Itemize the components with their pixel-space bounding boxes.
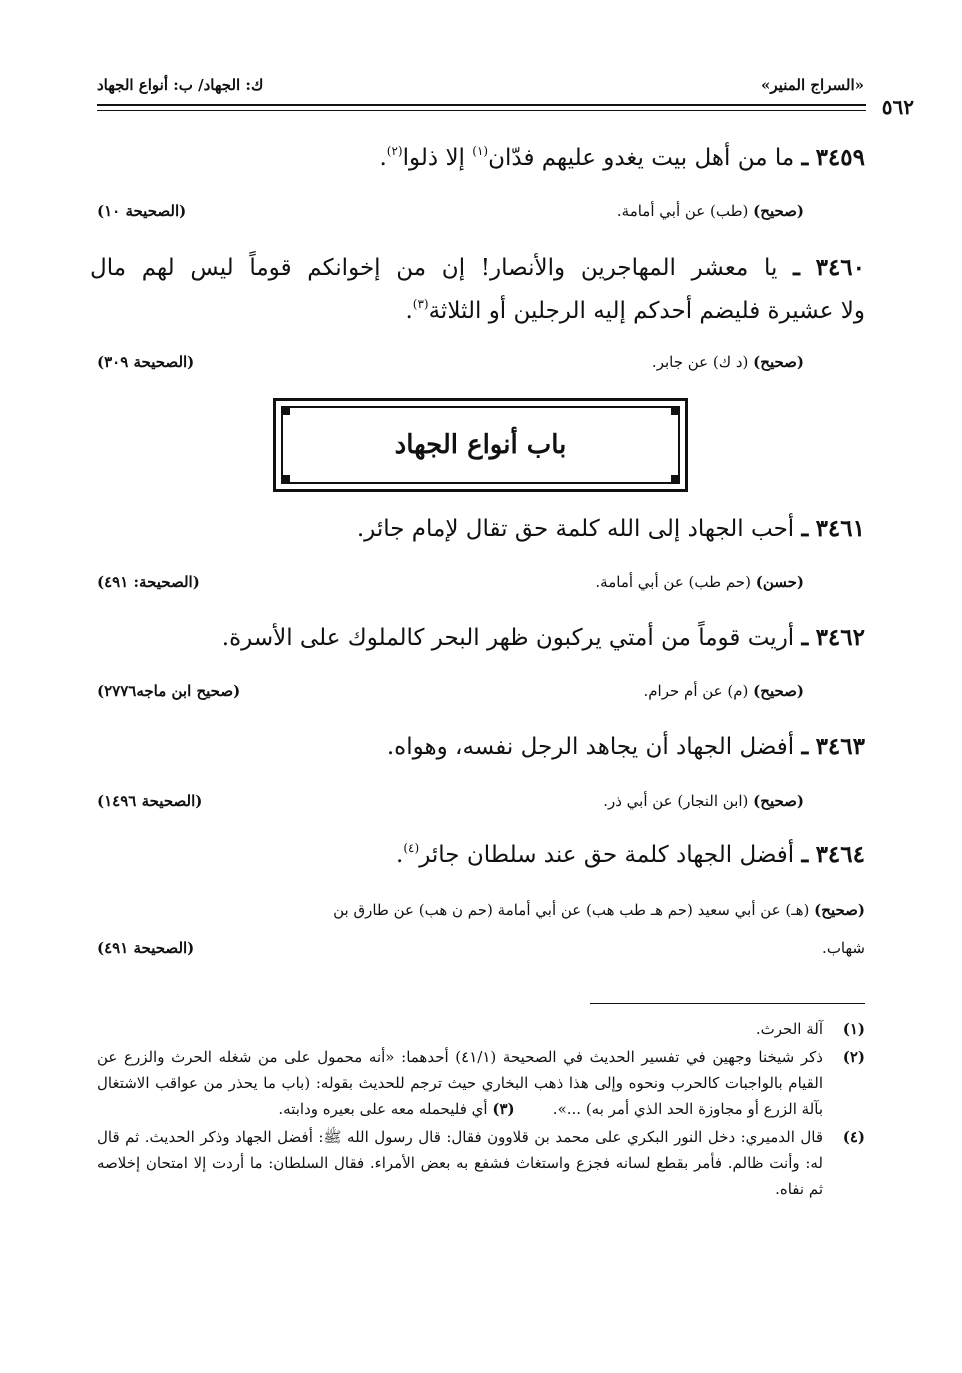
footnote-number: (٤) (842, 1128, 865, 1146)
footnotes (97, 1016, 865, 1202)
footnote-body: أي فليحمله معه على بعيره ودابته. (278, 1100, 488, 1118)
hadith-3461 (90, 507, 865, 551)
hadith-text: ولا عشيرة فليضم أحدكم إليه الرجلين أو الثلاثة (428, 298, 865, 324)
hadith-text: يا معشر المهاجرين والأنصار! إن من إخوانكم قوماً ليس لهم مال (90, 255, 778, 281)
source-text: (حم طب) عن أبي أمامة. (595, 573, 756, 591)
footnote-number: (١) (842, 1020, 865, 1038)
source-line (97, 891, 865, 929)
hadith-text: . (405, 298, 413, 324)
hadith-source (644, 682, 805, 700)
footnote-body: ذكر شيخنا وجهين في تفسير الحديث في الصحيحة (٤١/١) أحدهما: «أنه محمول على من شغله الحرث والزرع عن القيام بالواجبات كالحرب ونحوه وإلى هذا ذهب البخاري حيث ترجم للحديث بقوله: (باب ما يحذر من عواقب الاشتغال بآلة الزرع أو مجاوزة الحد الذي أمر به) ...». (97, 1048, 823, 1118)
footnote (97, 1044, 865, 1122)
hadith-dash: ـ (793, 254, 800, 281)
footnote-text: آلة الحرث. (755, 1020, 823, 1038)
chapter-title-inner-frame (281, 406, 680, 484)
hadith-text: . (396, 842, 404, 868)
footnote-separator (590, 1003, 865, 1004)
grade-label: (صحيح) (753, 202, 804, 220)
frame-corner-ornament (671, 406, 680, 415)
footnote (97, 1124, 865, 1202)
hadith-source (652, 353, 804, 371)
sahiha-reference: (الصحيحة ١٤٩٦) (97, 792, 203, 810)
footnote-number: (٣) (492, 1100, 515, 1118)
source-text: (م) عن أم حرام. (643, 682, 754, 700)
source-text: (ابن النجار) عن أبي ذر. (603, 792, 754, 810)
hadith-3459 (90, 136, 865, 180)
sahiha-reference: (الصحيحة ٣٠٩) (97, 353, 195, 371)
hadith-source (97, 891, 865, 967)
hadith-text: إلا ذلوا (402, 145, 473, 171)
footnote-ref-4[interactable]: (٤) (403, 841, 420, 855)
hadith-dash: ـ (801, 515, 809, 542)
source-text: شهاب. (822, 939, 865, 957)
chapter-title: باب أنواع الجهاد (394, 430, 567, 460)
book-title: «السراج المنير» (761, 76, 864, 94)
source-text: (د ك) عن جابر. (651, 353, 754, 371)
sahiha-reference: (الصحيحة ٤٩١) (97, 939, 195, 957)
grade-label: (صحيح) (753, 682, 804, 700)
hadith-number: ٣٤٦٣ (815, 733, 865, 760)
source-text: (طب) عن أبي أمامة. (616, 202, 754, 220)
hadith-3464 (90, 833, 865, 877)
hadith-line (90, 246, 865, 290)
sahiha-reference: (الصحيحة ١٠) (97, 202, 187, 220)
page-number: ٥٦٢ (881, 95, 914, 119)
hadith-dash: ـ (801, 624, 809, 651)
hadith-dash: ـ (801, 733, 809, 760)
hadith-number: ٣٤٦١ (815, 515, 865, 542)
running-section-header: ك: الجهاد/ ب: أنواع الجهاد (97, 76, 264, 94)
hadith-text: أريت قوماً من أمتي يركبون ظهر البحر كالملوك على الأسرة. (221, 625, 795, 651)
chapter-title-frame (273, 398, 688, 492)
hadith-3463 (90, 725, 865, 769)
hadith-3460 (90, 246, 865, 333)
hadith-dash: ـ (801, 841, 809, 868)
hadith-line (90, 290, 865, 333)
hadith-number: ٣٤٦٤ (815, 841, 865, 868)
hadith-text: أحب الجهاد إلى الله كلمة حق تقال لإمام جائر. (356, 516, 795, 542)
footnote-ref-3[interactable]: (٣) (412, 297, 429, 311)
hadith-number: ٣٤٦٢ (815, 624, 865, 651)
header-rule-top (97, 104, 866, 106)
hadith-text: ما من أهل بيت يغدو عليهم فدّان (488, 145, 795, 171)
source-text: (هـ) عن أبي سعيد (حم هـ طب هب) عن أبي أمامة (حم ن هب) عن طارق بن (333, 901, 815, 919)
footnote (97, 1016, 865, 1042)
grade-label: (صحيح) (814, 901, 865, 919)
hadith-number: ٣٤٦٠ (815, 254, 866, 281)
hadith-source (595, 573, 804, 591)
footnote-ref-1[interactable]: (١) (472, 144, 489, 158)
frame-corner-ornament (281, 406, 290, 415)
footnote-number: (٢) (842, 1048, 865, 1066)
hadith-3462 (90, 616, 865, 660)
header-rule-bottom (97, 110, 866, 111)
footnote-text: قال الدميري: دخل النور البكري على محمد بن قلاوون فقال: قال رسول الله ﷺ: أفضل الجهاد وذكر الحديث. ثم قال له: وأنت ظالم. فأمر بقطع لسانه فجزع واستغاث فشفع به بعض الأمراء. فقال السلطان: ما أردت إلا امتحان إخلاصه ثم نفاه. (97, 1128, 823, 1198)
frame-corner-ornament (281, 475, 290, 484)
hadith-number: ٣٤٥٩ (815, 144, 865, 171)
footnote-text (97, 1044, 823, 1122)
hadith-source (617, 202, 804, 220)
sahiha-reference: (الصحيحة: ٤٩١) (97, 573, 200, 591)
grade-label: (حسن) (755, 573, 804, 591)
source-line (97, 929, 865, 967)
frame-corner-ornament (671, 475, 680, 484)
hadith-text: أفضل الجهاد أن يجاهد الرجل نفسه، وهواه. (386, 734, 795, 760)
grade-label: (صحيح) (753, 353, 804, 371)
grade-label: (صحيح) (753, 792, 804, 810)
footnote-ref-2[interactable]: (٢) (386, 144, 403, 158)
hadith-text: أفضل الجهاد كلمة حق عند سلطان جائر (419, 842, 795, 868)
hadith-dash: ـ (801, 144, 809, 171)
sahiha-reference: (صحيح ابن ماجه٢٧٧٦) (97, 682, 241, 700)
hadith-source (603, 792, 804, 810)
hadith-text: . (379, 145, 387, 171)
